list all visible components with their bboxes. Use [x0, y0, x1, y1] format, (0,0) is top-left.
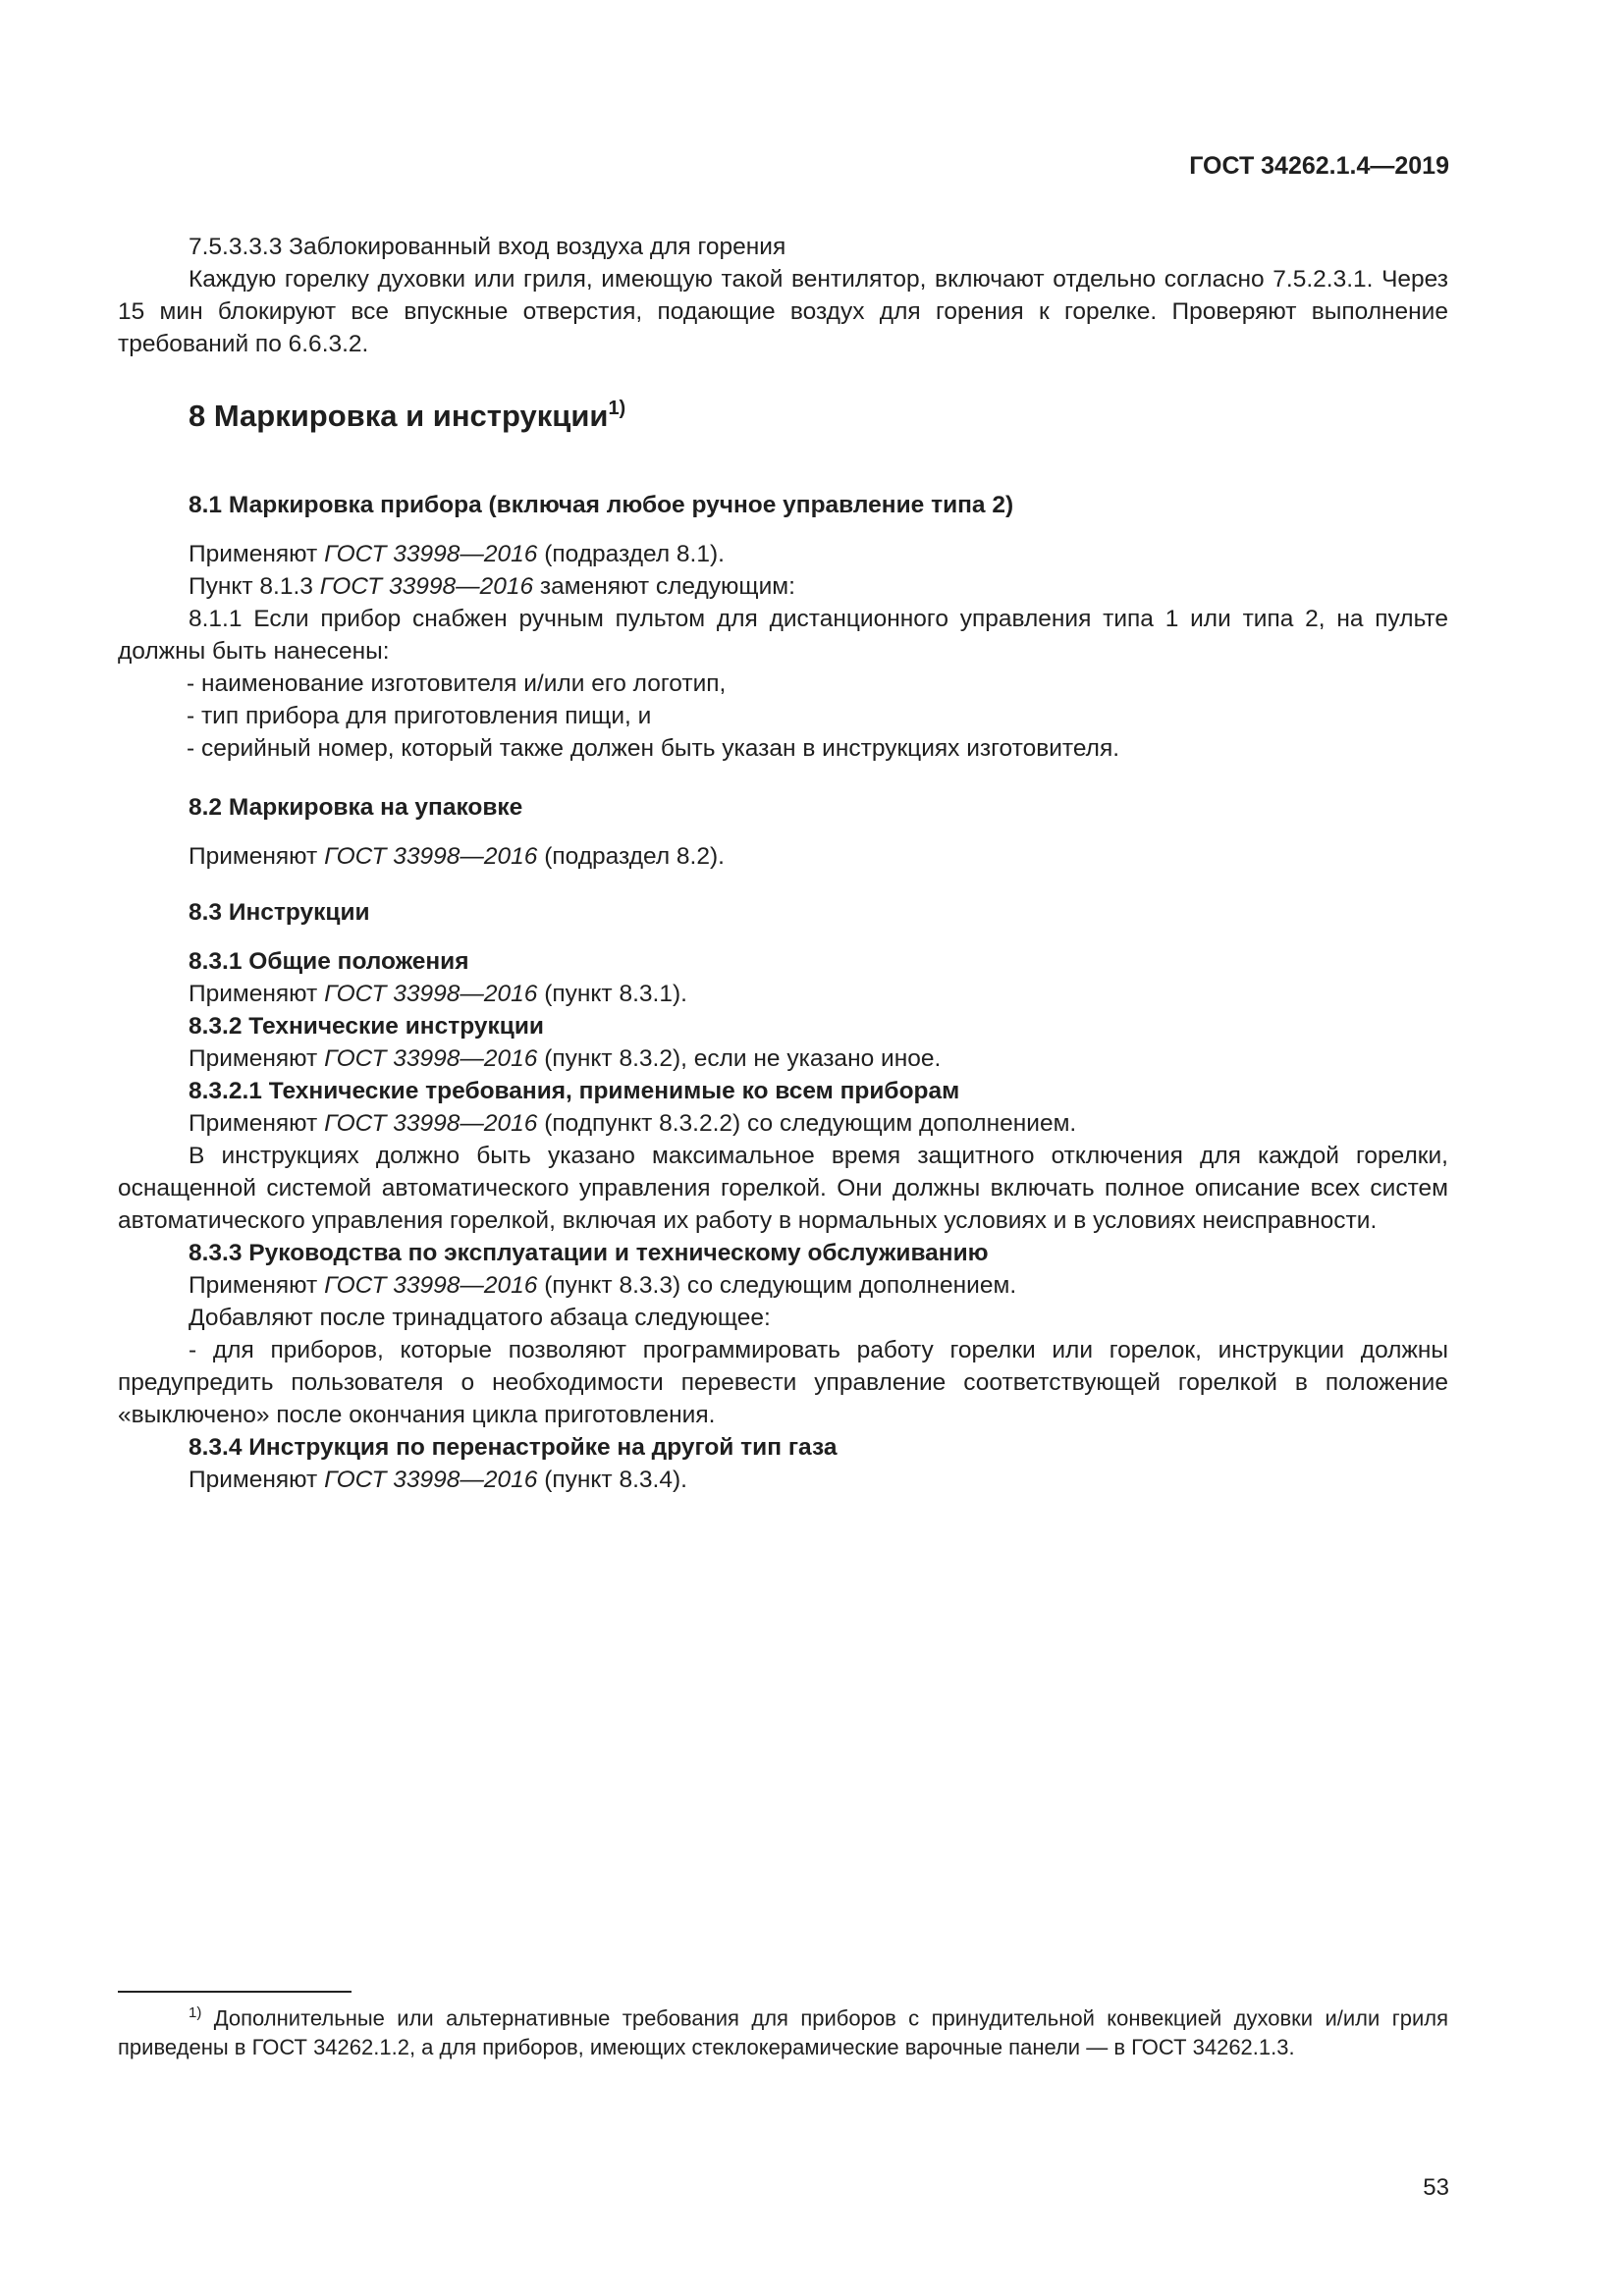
- section-8-2: [118, 791, 1448, 824]
- section-8-1: [118, 489, 1448, 521]
- paragraph: Добавляют после тринадцатого абзаца следующее:: [189, 1305, 771, 1331]
- section-8-1-body: [118, 538, 1448, 765]
- footnote: [118, 1999, 1448, 2062]
- section-8-2-body: [118, 840, 1448, 873]
- document-header: ГОСТ 34262.1.4—2019: [1189, 152, 1449, 180]
- paragraph: В инструкциях должно быть указано максимальное время защитного отключения для каждой горелки, оснащенной системой автоматического управления горелкой. Они должны включать полное описание всех систем автоматического управления горелкой, включая их работу в нормальных условиях и в условиях неисправности.: [118, 1143, 1448, 1234]
- clause-8-3-2-1-title: 8.3.2.1 Технические требования, применимые ко всем приборам: [189, 1078, 960, 1104]
- paragraph: Применяют ГОСТ 33998—2016 (пункт 8.3.1).: [189, 981, 687, 1007]
- subsection-8-1-title: 8.1 Маркировка прибора (включая любое ручное управление типа 2): [189, 492, 1014, 518]
- paragraph: Применяют ГОСТ 33998—2016 (подпункт 8.3.2.2) со следующим дополнением.: [189, 1110, 1077, 1137]
- paragraph: Применяют ГОСТ 33998—2016 (подраздел 8.2).: [189, 843, 725, 870]
- paragraph: Применяют ГОСТ 33998—2016 (пункт 8.3.3) со следующим дополнением.: [189, 1272, 1017, 1299]
- standard-ref: ГОСТ 33998—2016: [324, 1045, 538, 1072]
- paragraph: Применяют ГОСТ 33998—2016 (подраздел 8.1).: [189, 541, 725, 567]
- footnote-text: Дополнительные или альтернативные требования для приборов с принудительной конвекцией духовки и/или гриля приведены в ГОСТ 34262.1.2, а для приборов, имеющих стеклокерамические варочные панели — в ГОСТ 34262.1.3.: [118, 2005, 1448, 2060]
- list-item: - серийный номер, который также должен быть указан в инструкциях изготовителя.: [187, 735, 1120, 762]
- standard-ref: ГОСТ 33998—2016: [324, 1110, 538, 1137]
- clause-8-3-2-title: 8.3.2 Технические инструкции: [189, 1013, 544, 1040]
- section-7-5-3-3-3: [118, 231, 1448, 360]
- paragraph: 8.1.1 Если прибор снабжен ручным пультом для дистанционного управления типа 1 или типа 2, на пульте должны быть нанесены:: [118, 606, 1448, 665]
- subsection-8-2-title: 8.2 Маркировка на упаковке: [189, 794, 523, 821]
- standard-ref: ГОСТ 33998—2016: [324, 1467, 538, 1493]
- clause-8-3-3-title: 8.3.3 Руководства по эксплуатации и техническому обслуживанию: [189, 1240, 989, 1266]
- standard-ref: ГОСТ 33998—2016: [324, 1272, 538, 1299]
- paragraph: Применяют ГОСТ 33998—2016 (пункт 8.3.4).: [189, 1467, 687, 1493]
- footnote-mark: 1): [189, 2004, 202, 2021]
- paragraph: Применяют ГОСТ 33998—2016 (пункт 8.3.2), если не указано иное.: [189, 1045, 942, 1072]
- page-number: 53: [1423, 2174, 1449, 2201]
- section-8-3: [118, 896, 1448, 929]
- clause-text: Каждую горелку духовки или гриля, имеющую такой вентилятор, включают отдельно согласно 7.5.2.3.1. Через 15 мин блокируют все впускные отверстия, подающие воздух для горения к горелке. Проверяют выполнение требований по 6.6.3.2.: [118, 266, 1448, 357]
- clause-title: 7.5.3.3.3 Заблокированный вход воздуха для горения: [189, 234, 786, 260]
- clause-8-3-4-title: 8.3.4 Инструкция по перенастройке на другой тип газа: [189, 1434, 838, 1461]
- list-item: - тип прибора для приготовления пищи, и: [187, 703, 652, 729]
- clause-8-3-1-title: 8.3.1 Общие положения: [189, 948, 469, 975]
- paragraph: Пункт 8.1.3 ГОСТ 33998—2016 заменяют следующим:: [189, 573, 795, 600]
- paragraph: - для приборов, которые позволяют программировать работу горелки или горелок, инструкции должны предупредить пользователя о необходимости перевести управление соответствующей горелкой в положение «выключено» после окончания цикла приготовления.: [118, 1337, 1448, 1428]
- standard-ref: ГОСТ 33998—2016: [324, 981, 538, 1007]
- section-8-3-body: [118, 945, 1448, 1496]
- standard-ref: ГОСТ 33998—2016: [324, 843, 538, 870]
- list-item: - наименование изготовителя и/или его логотип,: [187, 670, 727, 697]
- standard-ref: ГОСТ 33998—2016: [319, 573, 534, 600]
- footnote-separator: [118, 1991, 352, 1993]
- footnote-ref[interactable]: 1): [608, 398, 626, 419]
- standard-ref: ГОСТ 33998—2016: [324, 541, 538, 567]
- section-8-heading: 8 Маркировка и инструкции$^{1)}$: [189, 398, 626, 433]
- subsection-8-3-title: 8.3 Инструкции: [189, 899, 370, 926]
